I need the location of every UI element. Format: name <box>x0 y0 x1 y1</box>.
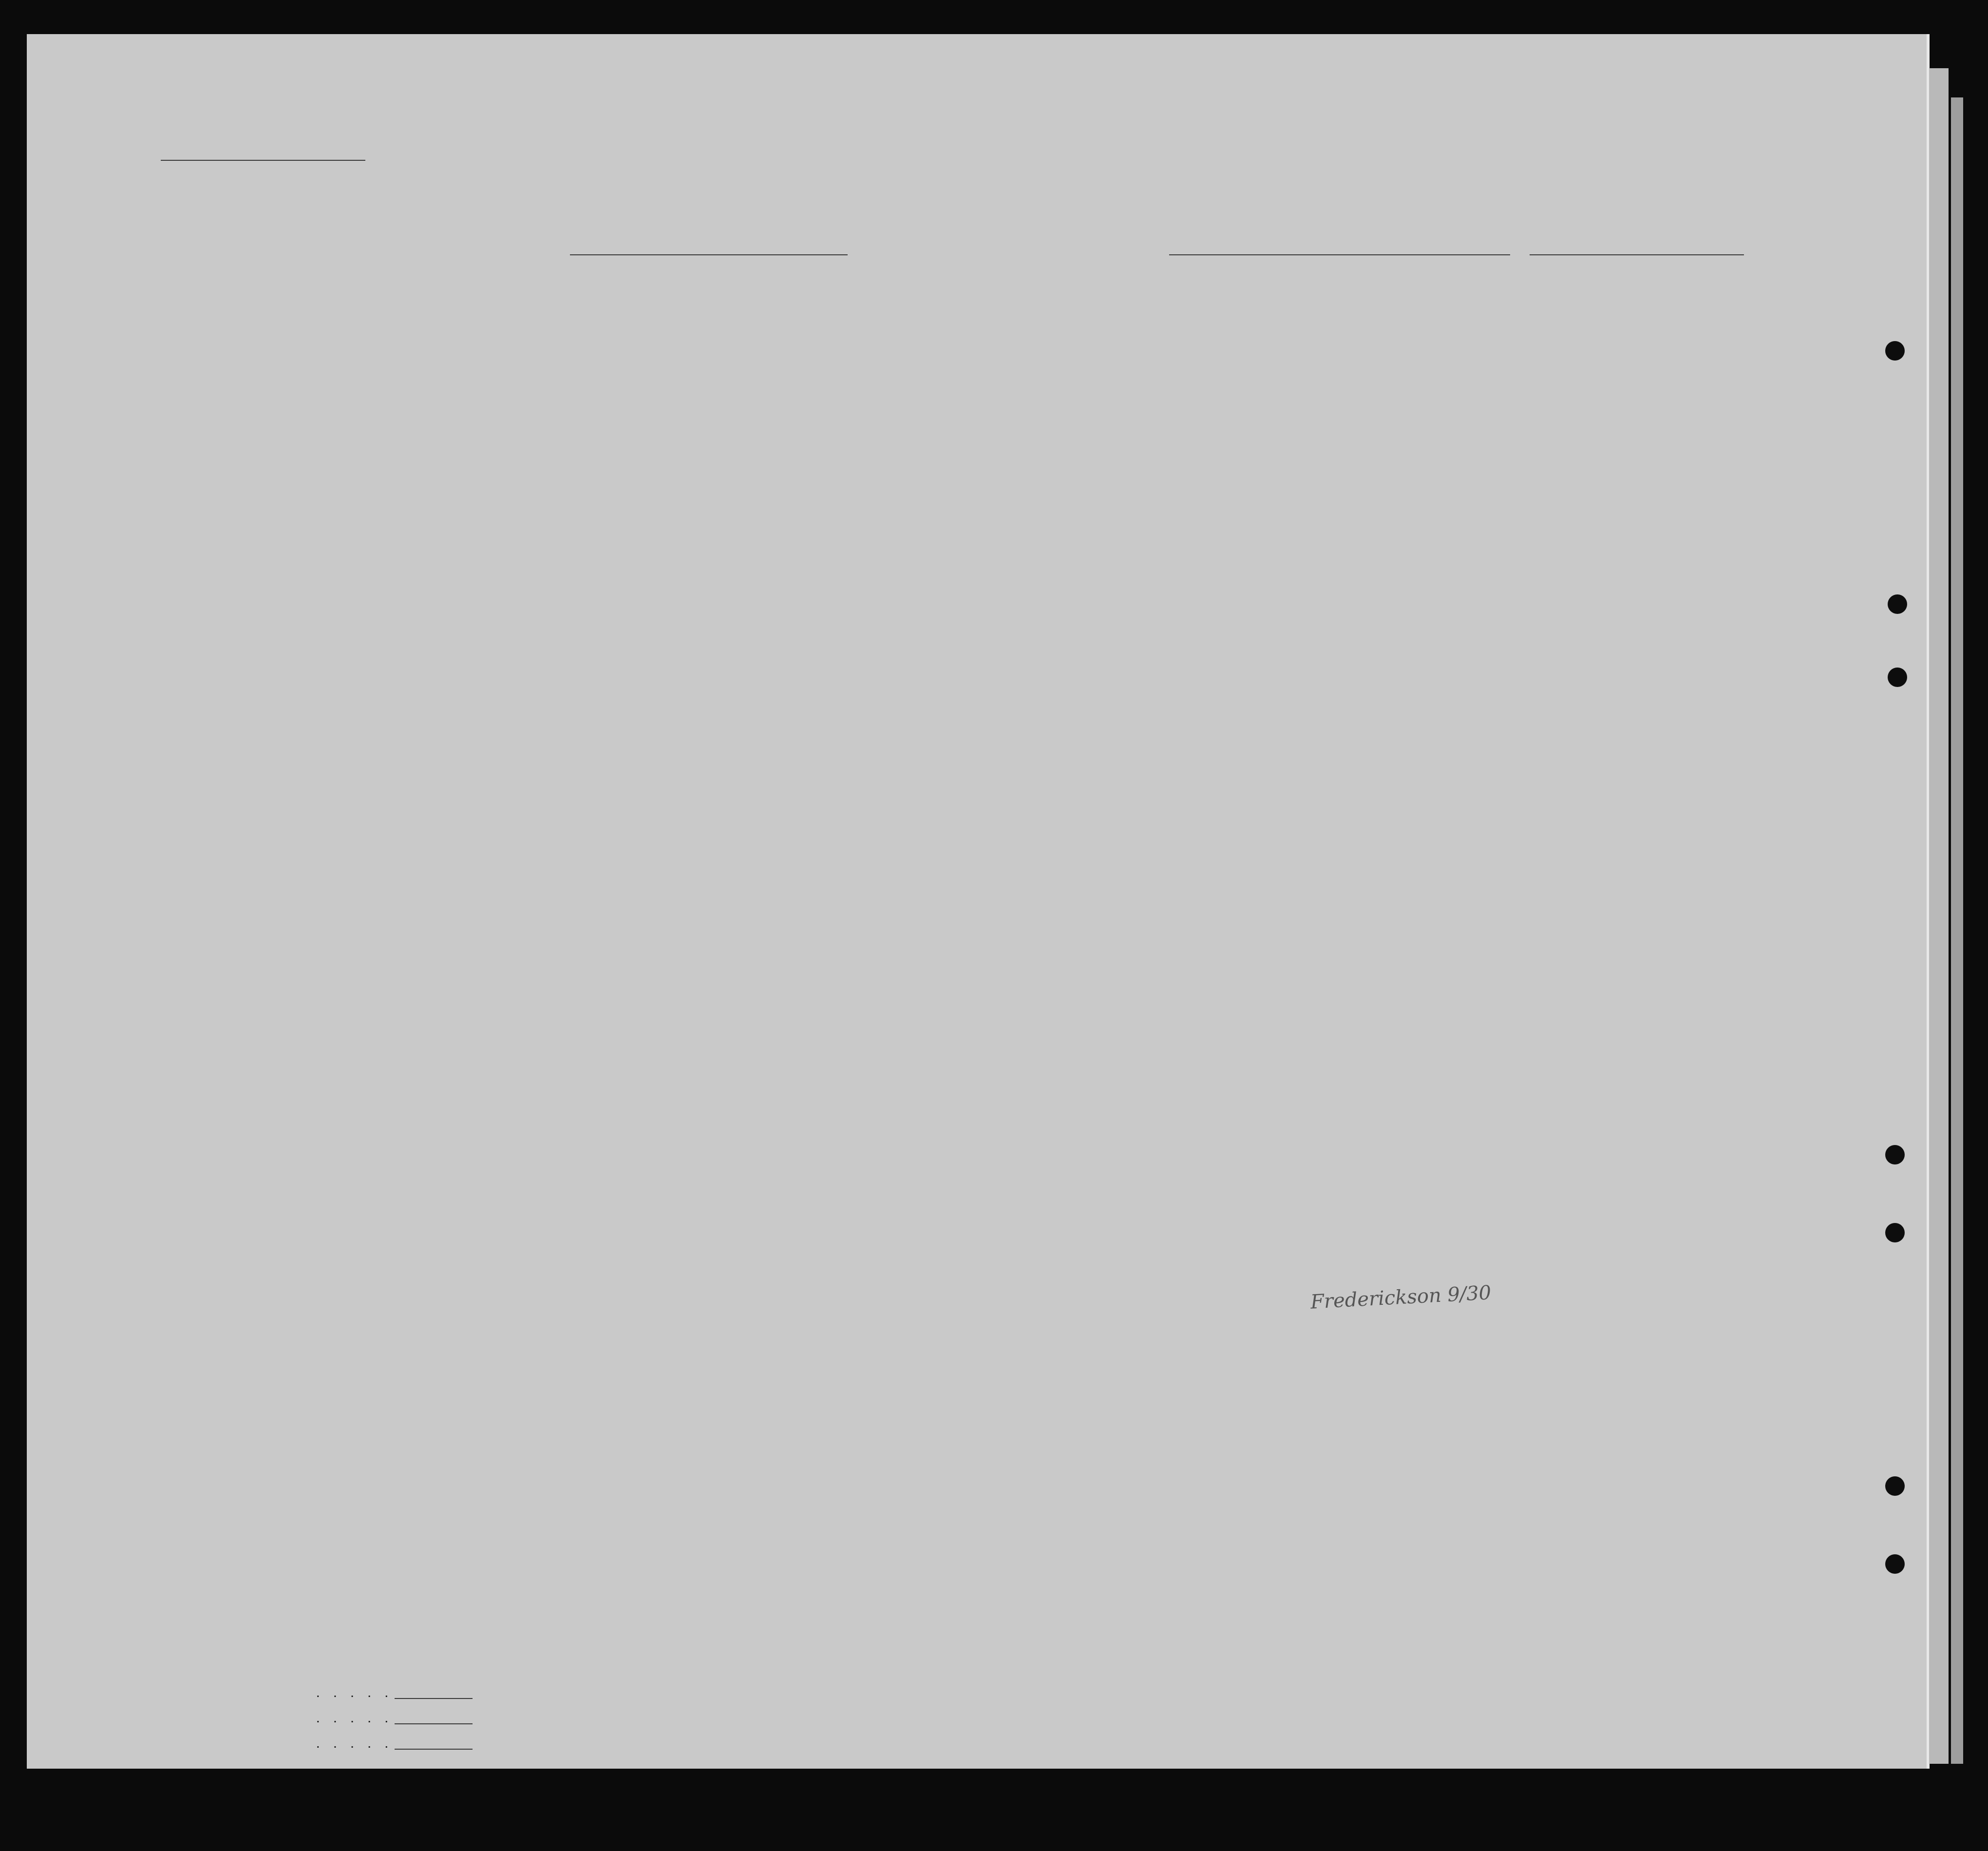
punch-hole <box>1885 1476 1905 1496</box>
punch-hole <box>1885 1554 1905 1574</box>
punch-hole <box>1885 341 1905 361</box>
page-edge <box>1929 68 1949 1764</box>
punch-hole <box>1885 1145 1905 1164</box>
punch-hole <box>1888 668 1907 687</box>
port-underline <box>1169 254 1510 255</box>
manifest-sheet <box>27 34 1930 1769</box>
date-underline <box>1530 254 1744 255</box>
punch-hole <box>1888 594 1907 614</box>
punch-hole <box>1885 1223 1905 1242</box>
page-edge-back <box>1951 97 1963 1764</box>
citizens-line <box>395 1723 473 1724</box>
total-line <box>395 1698 473 1699</box>
ship-underline <box>570 254 848 255</box>
list-underline <box>161 160 365 161</box>
aliens-line <box>395 1749 473 1750</box>
